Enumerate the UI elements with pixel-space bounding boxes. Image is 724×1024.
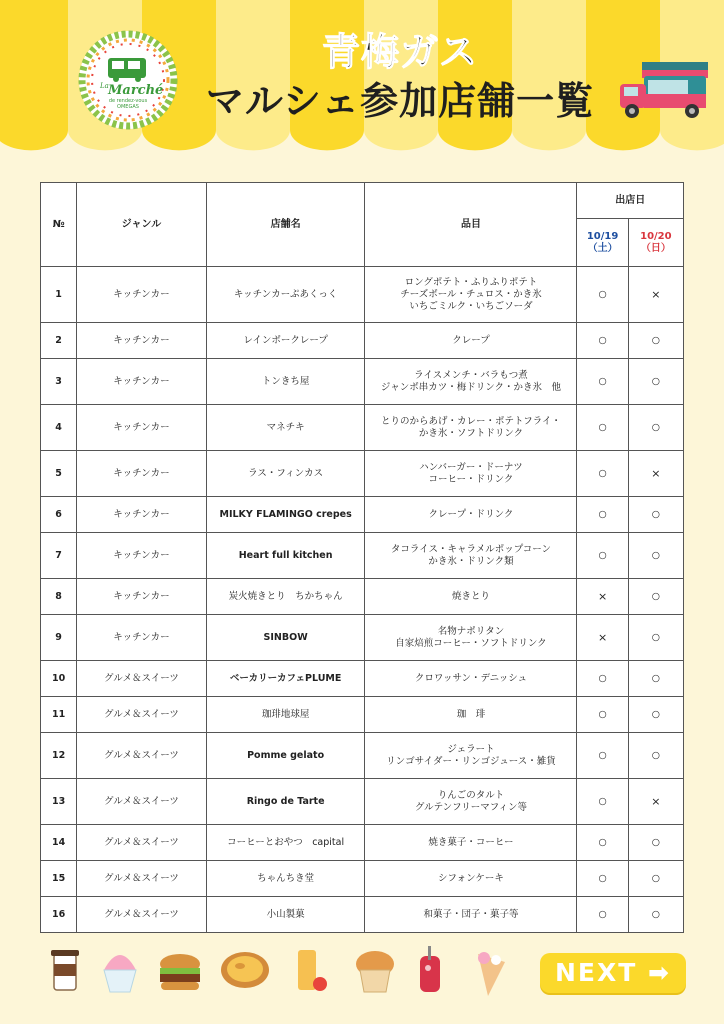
title-line-1: 青梅ガス [321,30,478,74]
next-label: NEXT [554,958,638,987]
item-line: コーヒー・ドリンク [428,473,514,485]
row-day1-status: ○ [577,779,628,825]
row-shop-name: MILKY FLAMINGO crepes [206,497,365,533]
egg-tart-icon [221,952,269,988]
table-row [41,615,684,661]
item-line: 和菓子・団子・菓子等 [423,908,519,920]
table-row [41,533,684,579]
row-items [365,405,577,451]
row-items [365,861,577,897]
title-line-2: マルシェ参加店舗一覧 [205,79,595,123]
table-row [41,267,684,323]
next-arrow-icon: ➡ [648,958,671,987]
row-no: 6 [41,497,77,533]
logo-text-top: La [100,82,109,90]
row-shop-name: コーヒーとおやつ capital [206,825,365,861]
row-genre: キッチンカー [77,615,207,661]
day1-date: 10/19 [586,230,619,242]
row-genre: キッチンカー [77,267,207,323]
row-shop-name: 炭火焼きとり ちかちゃん [206,579,365,615]
row-genre: グルメ＆スイーツ [77,661,207,697]
item-line: ハンバーガー・ドーナツ [419,461,523,473]
item-line: ジャンボ串カツ・梅ドリンク・かき氷 他 [380,381,562,393]
row-items [365,897,577,933]
item-line: クレープ・ドリンク [428,508,514,520]
day2-dow: （日） [640,242,671,254]
marche-logo [78,30,178,130]
table-row [41,779,684,825]
row-day2-status: ○ [628,825,683,861]
row-no: 12 [41,733,77,779]
row-day2-status: ○ [628,697,683,733]
table-row [41,697,684,733]
table-row [41,733,684,779]
item-line: 自家焙煎コーヒー・ソフトドリンク [395,637,547,649]
row-genre: グルメ＆スイーツ [77,733,207,779]
row-day1-status: ○ [577,323,628,359]
drink-icon [298,950,327,991]
table-row [41,323,684,359]
table-row [41,897,684,933]
row-day2-status: ○ [628,533,683,579]
row-day1-status: ○ [577,405,628,451]
row-day2-status: ○ [628,497,683,533]
item-line: ライスメンチ・バラもつ煮 [414,369,528,381]
row-no: 13 [41,779,77,825]
table-row [41,661,684,697]
row-items [365,697,577,733]
row-genre: グルメ＆スイーツ [77,697,207,733]
row-day2-status: × [628,267,683,323]
item-line: シフォンケーキ [438,872,504,884]
table-row [41,861,684,897]
day2-date: 10/20 [640,230,672,242]
table-row [41,451,684,497]
row-day1-status: ○ [577,359,628,405]
row-no: 11 [41,697,77,733]
row-items [365,579,577,615]
row-items [365,733,577,779]
row-genre: グルメ＆スイーツ [77,825,207,861]
row-day1-status: ○ [577,497,628,533]
row-shop-name: レインボークレープ [206,323,365,359]
row-genre: キッチンカー [77,405,207,451]
item-line: ジェラート [447,743,495,755]
page-title [180,28,620,126]
table-row [41,497,684,533]
table-row [41,579,684,615]
row-no: 3 [41,359,77,405]
row-items [365,497,577,533]
header-day1 [577,219,628,267]
item-line: りんごのタルト [437,789,505,801]
row-genre: グルメ＆スイーツ [77,897,207,933]
row-shop-name: SINBOW [206,615,365,661]
row-shop-name: Ringo de Tarte [206,779,365,825]
row-day1-status: ○ [577,861,628,897]
row-items [365,451,577,497]
item-line: ロングポテト・ふりふりポテト [404,276,538,288]
row-no: 10 [41,661,77,697]
row-items [365,661,577,697]
row-shop-name: Heart full kitchen [206,533,365,579]
day1-dow: （土） [587,242,618,254]
item-line: とりのからあげ・カレー・ポテトフライ・ [381,415,561,427]
item-line: クロワッサン・デニッシュ [414,672,528,684]
kitchen-truck-icon [614,56,714,126]
awning-stripe [0,0,68,150]
row-no: 1 [41,267,77,323]
row-no: 8 [41,579,77,615]
row-day2-status: ○ [628,733,683,779]
row-day2-status: ○ [628,323,683,359]
row-day1-status: ○ [577,661,628,697]
row-day2-status: × [628,779,683,825]
row-shop-name: マネチキ [206,405,365,451]
header-shop: 店舗名 [206,183,365,267]
row-shop-name: ラス・フィンカス [206,451,365,497]
row-shop-name: ベーカリーカフェPLUME [206,661,365,697]
row-shop-name: トンきち屋 [206,359,365,405]
row-shop-name: キッチンカーぷあくっく [206,267,365,323]
row-shop-name: Pomme gelato [206,733,365,779]
row-day1-status: ○ [577,825,628,861]
item-line: リンゴサイダー・リンゴジュース・雑貨 [386,755,556,767]
table-row [41,405,684,451]
header-no: № [41,183,77,267]
soda-icon [420,946,440,992]
row-no: 7 [41,533,77,579]
header-day2 [628,219,683,267]
row-genre: キッチンカー [77,497,207,533]
row-no: 9 [41,615,77,661]
header-genre: ジャンル [77,183,207,267]
table-row [41,825,684,861]
row-no: 14 [41,825,77,861]
item-line: かき氷・ソフトドリンク [418,427,524,439]
coffee-cup-icon [51,950,79,990]
row-genre: キッチンカー [77,359,207,405]
row-day2-status: ○ [628,897,683,933]
row-no: 5 [41,451,77,497]
header-items: 品目 [365,183,577,267]
row-day2-status: ○ [628,405,683,451]
row-day2-status: × [628,451,683,497]
row-items [365,323,577,359]
item-line: かき氷・ドリンク類 [428,555,514,567]
row-no: 15 [41,861,77,897]
row-day2-status: ○ [628,579,683,615]
logo-text-main: Marché [108,83,164,98]
row-items [365,825,577,861]
row-items [365,359,577,405]
row-day1-status: ○ [577,897,628,933]
row-day2-status: ○ [628,359,683,405]
row-no: 2 [41,323,77,359]
row-items [365,267,577,323]
header-dates: 出店日 [577,183,684,219]
row-day1-status: ○ [577,733,628,779]
row-genre: キッチンカー [77,323,207,359]
shop-list-table [40,182,684,933]
item-line: チーズボール・チュロス・かき氷 [400,288,542,300]
row-day2-status: ○ [628,661,683,697]
item-line: 名物ナポリタン [437,625,505,637]
logo-text-sub2: OMEGAS [117,104,139,110]
item-line: タコライス・キャラメルポップコーン [390,543,552,555]
row-no: 16 [41,897,77,933]
hamburger-icon [160,954,200,990]
crepe-icon [478,952,505,996]
item-line: 焼きとり [451,590,490,602]
row-shop-name: ちゃんちき堂 [206,861,365,897]
item-line: いちごミルク・いちごソーダ [409,300,533,312]
row-genre: キッチンカー [77,579,207,615]
row-day2-status: ○ [628,615,683,661]
row-day1-status: ○ [577,697,628,733]
shaved-ice-icon [104,955,136,992]
row-items [365,779,577,825]
row-shop-name: 珈琲地球屋 [206,697,365,733]
row-shop-name: 小山製菓 [206,897,365,933]
row-day1-status: × [577,615,628,661]
row-day1-status: ○ [577,451,628,497]
row-genre: グルメ＆スイーツ [77,779,207,825]
item-line: クレープ [452,334,490,346]
row-genre: グルメ＆スイーツ [77,861,207,897]
row-items [365,533,577,579]
muffin-icon [356,951,394,992]
next-button[interactable] [540,953,686,993]
item-line: グルテンフリーマフィン等 [414,801,528,813]
row-items [365,615,577,661]
row-day1-status: ○ [577,267,628,323]
row-day1-status: ○ [577,533,628,579]
item-line: 焼き菓子・コーヒー [428,836,514,848]
logo-text-sub1: de rendez-vous [108,98,148,104]
row-day2-status: ○ [628,861,683,897]
table-row [41,359,684,405]
row-genre: キッチンカー [77,533,207,579]
row-day1-status: × [577,579,628,615]
row-genre: キッチンカー [77,451,207,497]
row-no: 4 [41,405,77,451]
item-line: 珈 琲 [456,708,486,720]
